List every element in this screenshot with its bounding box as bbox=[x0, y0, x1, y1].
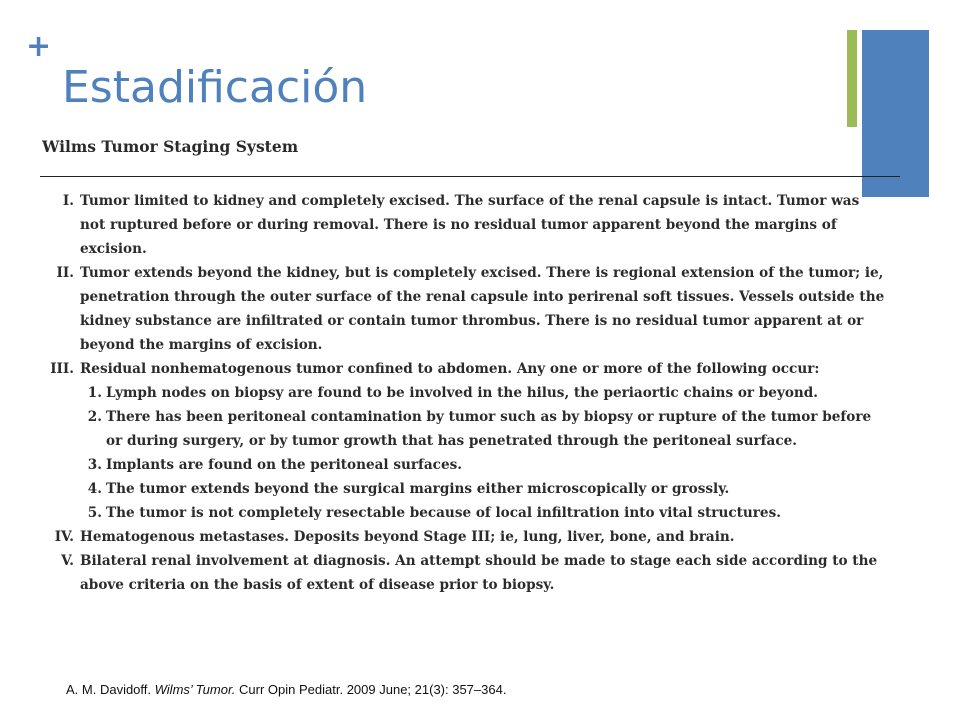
substage-row bbox=[40, 453, 900, 477]
stage-text: Tumor limited to kidney and completely excised. The surface of the renal capsule is intact. Tumor was not ruptured before or during removal. There is no residual tumor apparent beyond the margins of excision. bbox=[80, 193, 860, 257]
stage-text: Tumor extends beyond the kidney, but is completely excised. There is regional extension of the tumor; ie, penetration through the outer surface of the renal capsule into perirenal soft tissues. Vessels outside the kidney substance are infiltrated or contain tumor thrombus. There is no residual tumor apparent at or beyond the margins of excision. bbox=[80, 265, 885, 353]
substage-text: There has been peritoneal contamination by tumor such as by biopsy or rupture of the tumor before or during surgery, or by tumor growth that has penetrated through the peritoneal surface. bbox=[106, 409, 872, 449]
stage-row bbox=[40, 189, 900, 261]
staging-table bbox=[40, 132, 900, 597]
substage-row bbox=[40, 381, 900, 405]
citation-journal: Curr Opin Pediatr. 2009 June; 21(3): 357–364. bbox=[239, 682, 507, 697]
citation-article: Wilms’ Tumor. bbox=[154, 682, 236, 697]
stage-number: III. bbox=[50, 361, 74, 377]
substage-text: Lymph nodes on biopsy are found to be involved in the hilus, the periaortic chains or beyond. bbox=[106, 385, 819, 401]
substage-number: 1. bbox=[87, 385, 102, 401]
citation-authors: A. M. Davidoff. bbox=[66, 682, 152, 697]
stage-row bbox=[40, 357, 900, 381]
substage-number: 5. bbox=[87, 505, 102, 521]
substage-number: 3. bbox=[87, 457, 102, 473]
substage-number: 2. bbox=[87, 409, 102, 425]
stage-text: Bilateral renal involvement at diagnosis. An attempt should be made to stage each side according to the above criteria on the basis of extent of disease prior to biopsy. bbox=[80, 553, 878, 593]
substage-row bbox=[40, 477, 900, 501]
substage-text: Implants are found on the peritoneal surfaces. bbox=[106, 457, 462, 473]
stage-text: Hematogenous metastases. Deposits beyond Stage III; ie, lung, liver, bone, and brain. bbox=[80, 529, 735, 545]
heading-rule bbox=[40, 176, 900, 177]
slide-title: Estadificación bbox=[62, 62, 368, 113]
table-heading: Wilms Tumor Staging System bbox=[42, 137, 299, 156]
stage-row bbox=[40, 525, 900, 549]
substage-text: The tumor extends beyond the surgical margins either microscopically or grossly. bbox=[106, 481, 730, 497]
plus-icon: + bbox=[26, 29, 52, 64]
stage-number: II. bbox=[56, 265, 74, 281]
citation bbox=[66, 682, 506, 697]
decor-green-bar bbox=[847, 30, 857, 127]
stage-text: Residual nonhematogenous tumor confined to abdomen. Any one or more of the following occur: bbox=[80, 361, 820, 377]
substage-text: The tumor is not completely resectable because of local infiltration into vital structures. bbox=[106, 505, 781, 521]
stage-number: I. bbox=[62, 193, 74, 209]
stage-row bbox=[40, 261, 900, 357]
substage-row bbox=[40, 405, 900, 453]
substage-row bbox=[40, 501, 900, 525]
stage-number: IV. bbox=[54, 529, 74, 545]
stage-number: V. bbox=[61, 553, 74, 569]
substage-number: 4. bbox=[87, 481, 102, 497]
stage-row bbox=[40, 549, 900, 597]
